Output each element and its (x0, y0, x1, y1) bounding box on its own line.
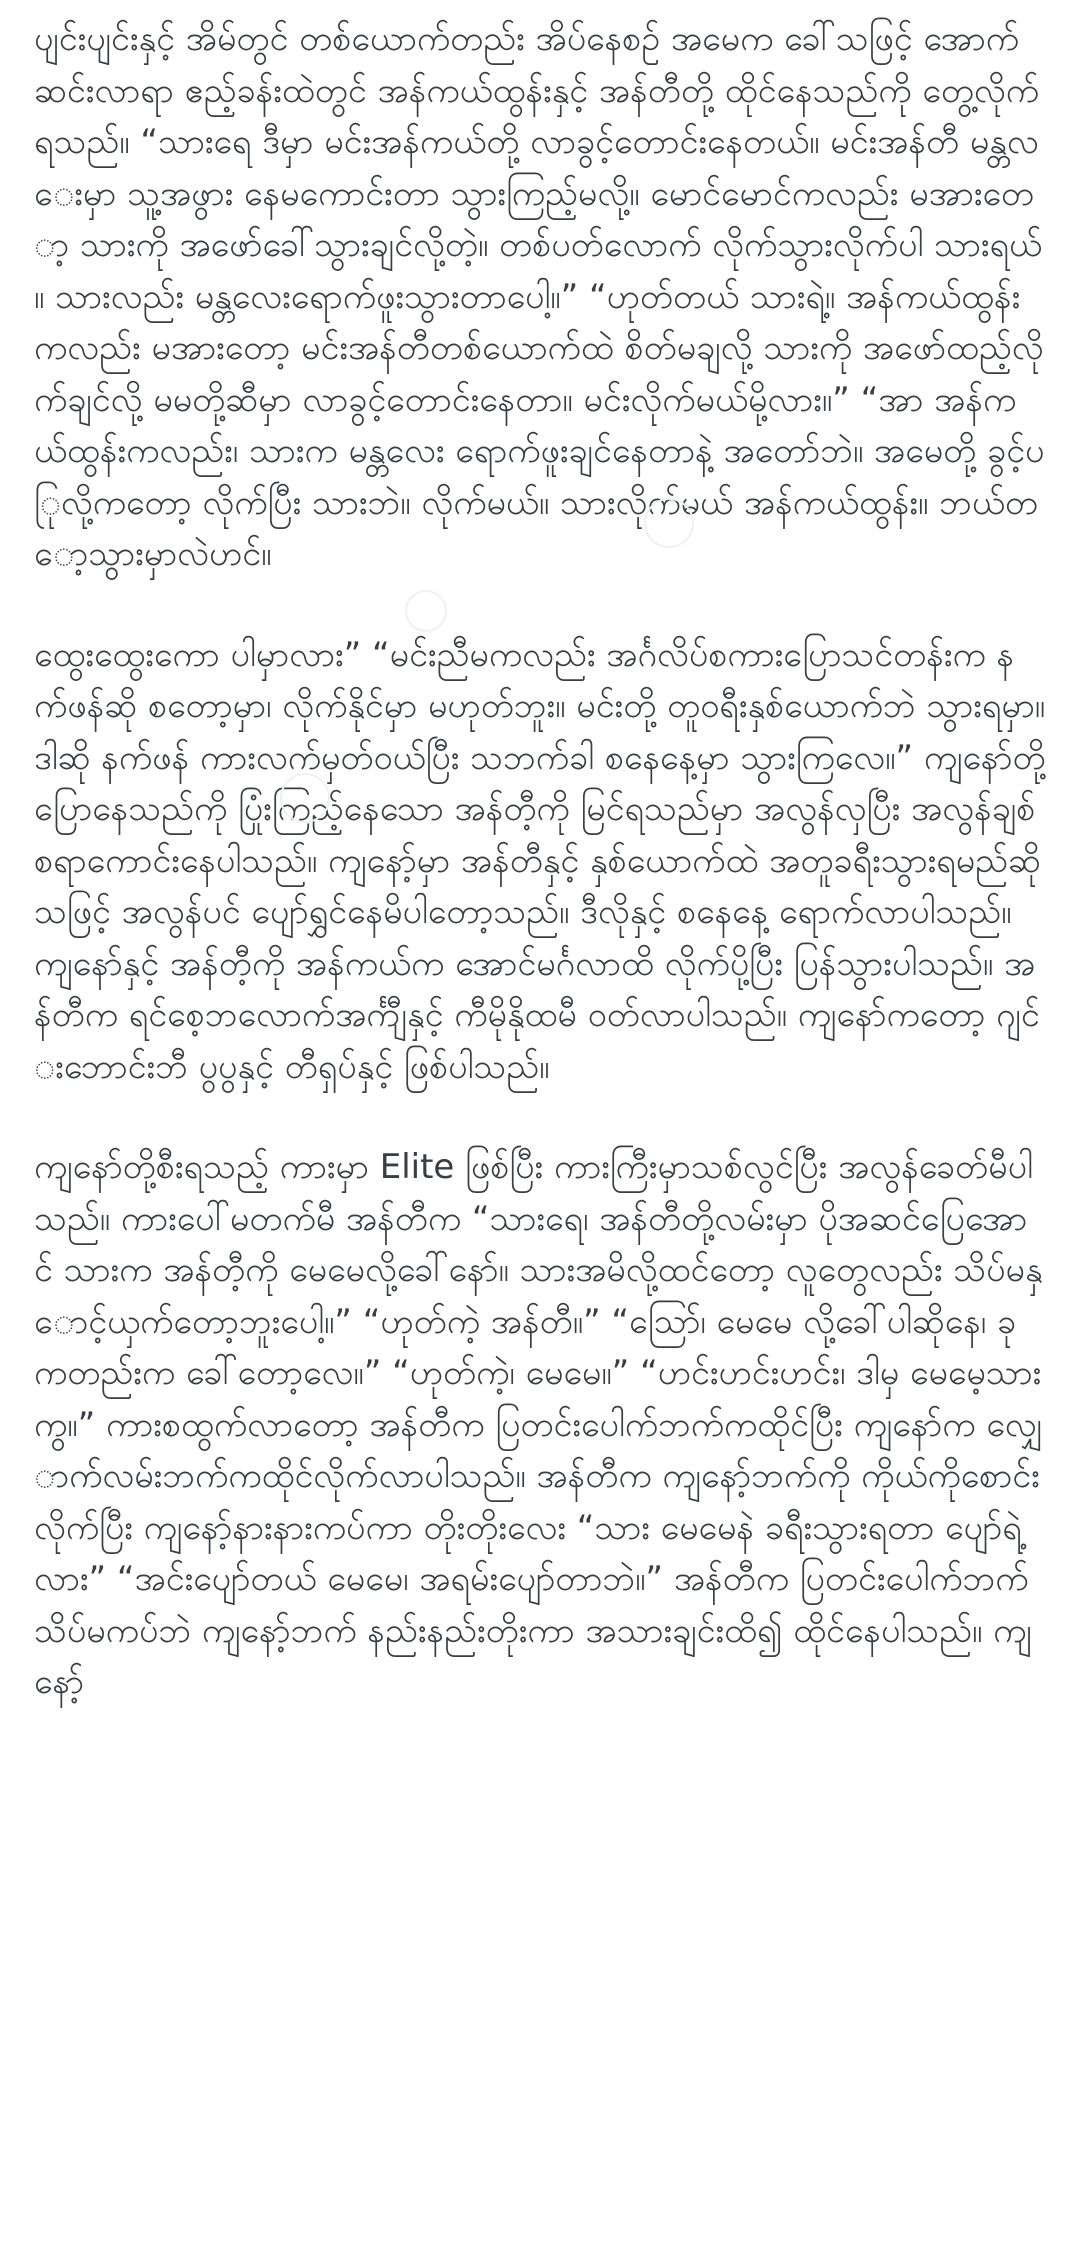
story-paragraph-3: ကျနော်တို့စီးရသည့် ကားမှာ Elite ဖြစ်ပြီး ကားကြီးမှာသစ်လွင်ပြီး အလွန်ခေတ်မီပါသည်။ ကားပေါ်မတက်မီ အန်တီက “သားရေ၊ အန်တီတို့လမ်းမှာ ပိုအဆင်ပြေအောင် သားက အန်တီ့ကို မေမေလို့ခေါ်နော်။ သားအမိလို့ထင်တော့ လူတွေလည်း သိပ်မနှောင့်ယှက်တော့ဘူးပေါ့။” “ဟုတ်ကဲ့ အန်တီ။” “ဪ၊ မေမေ လို့ခေါ်ပါဆိုနေ၊ ခုကတည်းက ခေါ်တော့လေ။” “ဟုတ်ကဲ့၊ မေမေ။” “ဟင်းဟင်းဟင်း၊ ဒါမှ မေမေ့သားကွ။” ကားစထွက်လာတော့ အန်တီက ပြတင်းပေါက်ဘက်ကထိုင်ပြီး ကျနော်က လျှောက်လမ်းဘက်ကထိုင်လိုက်လာပါသည်။ အန်တီက ကျနော့်ဘက်ကို ကိုယ်ကိုစောင်းလိုက်ပြီး ကျနော့်နားနားကပ်ကာ တိုးတိုးလေး “သား မေမေနဲ ခရီးသွားရတာ ပျော်ရဲ့လား” “အင်းပျော်တယ် မေမေ၊ အရမ်းပျော်တာဘဲ။” အန်တီက ပြတင်းပေါက်ဘက် သိပ်မကပ်ဘဲ ကျနော့်ဘက် နည်းနည်းတိုးကာ အသားချင်းထိ၍ ထိုင်နေပါသည်။ ကျနော့် (34, 1147, 1044, 1702)
story-paragraph-1: ပျင်းပျင်းနှင့် အိမ်တွင် တစ်ယောက်တည်း အိပ်နေစဉ် အမေက ခေါ်သဖြင့် အောက်ဆင်းလာရာ ဧည့်ခန်းထဲတွင် အန်ကယ်ထွန်းနှင့် အန်တီတို့ ထိုင်နေသည်ကို တွေ့လိုက်ရသည်။ “သားရေ ဒီမှာ မင်းအန်ကယ်တို့ လာခွင့်တောင်းနေတယ်။ မင်းအန်တီ မန္တလေးမှာ သူ့အဖွား နေမကောင်းတာ သွားကြည့်မလို့။ မောင်မောင်ကလည်း မအားတော့ သားကို အဖော်ခေါ်သွားချင်လို့တဲ့။ တစ်ပတ်လောက် လိုက်သွားလိုက်ပါ သားရယ်။ သားလည်း မန္တလေးရောက်ဖူးသွားတာပေါ့။” “ဟုတ်တယ် သားရဲ့။ အန်ကယ်ထွန်းကလည်း မအားတော့ မင်းအန်တီတစ်ယောက်ထဲ စိတ်မချလို့ သားကို အဖော်ထည့်လိုက်ချင်လို့ မမတို့ဆီမှာ လာခွင့်တောင်းနေတာ။ မင်းလိုက်မယ်မို့လား။” “အာ အန်ကယ်ထွန်းကလည်း၊ သားက မန္တလေး ရောက်ဖူးချင်နေတာနဲ့ အတော်ဘဲ။ အမေတို့ ခွင့်ပြုလို့ကတော့ လိုက်ပြီး သားဘဲ။ လိုက်မယ်။ သားလိုက်မယ် အန်ကယ်ထွန်း။ ဘယ်တော့သွားမှာလဲဟင်။ (34, 19, 1045, 574)
story-paragraph-2: ထွေးထွေးကော ပါမှာလား” “မင်းညီမကလည်း အင်္ဂလိပ်စကားပြောသင်တန်းက နက်ဖန်ဆို စတော့မှာ၊ လိုက်နိုင်မှာ မဟုတ်ဘူး။ မင်းတို့ တူဝရီးနှစ်ယောက်ဘဲ သွားရမှာ။ ဒါဆို နက်ဖန် ကားလက်မှတ်ဝယ်ပြီး သဘက်ခါ စနေနေ့မှာ သွားကြလေ။” ကျနော်တို့ ပြောနေသည်ကို ပြုံးကြည့်နေသော အန်တီ့ကို မြင်ရသည်မှာ အလွန်လှပြီး အလွန်ချစ်စရာကောင်းနေပါသည်။ ကျနော့်မှာ အန်တီနှင့် နှစ်ယောက်ထဲ အတူခရီးသွားရမည်ဆိုသဖြင့် အလွန်ပင် ပျော်ရွှင်နေမိပါတော့သည်။ ဒီလိုနှင့် စနေနေ့ ရောက်လာပါသည်။ ကျနော်နှင့် အန်တီ့ကို အန်ကယ်က အောင်မင်္ဂလာထိ လိုက်ပို့ပြီး ပြန်သွားပါသည်။ အန်တီက ရင်စေ့ဘလောက်အင်္ကျီနှင့် ကီမိုနိုထမီ ဝတ်လာပါသည်။ ကျနော်ကတော့ ဂျင်းဘောင်းဘီ ပွပွနှင့် တီရှပ်နှင့် ဖြစ်ပါသည်။ (34, 634, 1046, 1087)
